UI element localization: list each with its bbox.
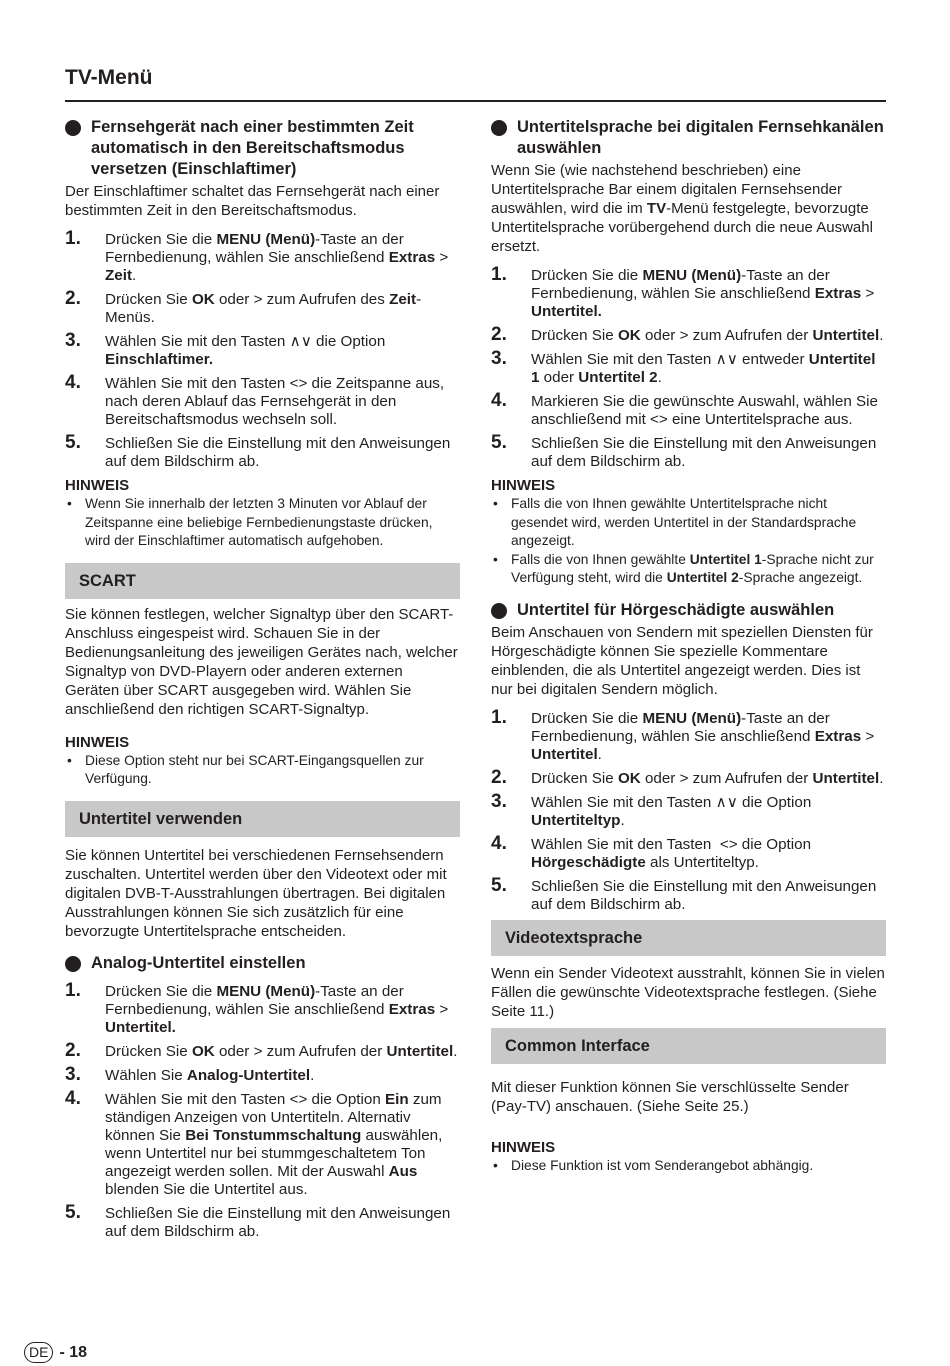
step-text: Drücken Sie die MENU (Menü)-Taste an der Fernbedienung, wählen Sie anschließend Extras > Zeit.	[105, 231, 449, 284]
step-number: 3.	[65, 1063, 81, 1085]
step-number: 1.	[491, 706, 507, 728]
subtitles-text: Sie können Untertitel bei verschiedenen Fernsehsendern zuschalten. Untertitel werden über den Videotext oder mit digitalen DVB-T-Ausstrahlungen übertragen. Bei digitalen Ausstrahlungen können Sie sich zusätzlich für eine bevorzugte Untertitelsprache entscheiden.	[65, 846, 447, 940]
step-number: 1.	[491, 264, 507, 285]
sleep-timer-notes	[65, 495, 460, 551]
note-item	[65, 752, 460, 789]
step-item	[491, 874, 886, 914]
step-number: 4.	[491, 832, 507, 854]
step-item	[491, 832, 886, 872]
step-text: Schließen Sie die Einstellung mit den Anweisungen auf dem Bildschirm ab.	[105, 435, 451, 470]
bullet-icon: •	[493, 551, 498, 567]
sleep-timer-intro: Der Einschlaftimer schaltet das Fernsehgerät nach einer bestimmten Zeit in den Bereitschaftsmodus.	[65, 183, 440, 219]
left-column	[65, 117, 460, 1247]
step-text: Drücken Sie die MENU (Menü)-Taste an der Fernbedienung, wählen Sie anschließend Extras > Untertitel.	[531, 709, 875, 763]
step-number: 4.	[491, 390, 507, 411]
step-item	[491, 790, 886, 830]
step-item	[491, 432, 886, 471]
note-text: Falls die von Ihnen gewählte Untertitel 1-Sprache nicht zur Verfügung steht, wird die Untertitel 2-Sprache angezeigt.	[511, 551, 874, 585]
step-number: 1.	[65, 979, 81, 1001]
section-bar-common-interface: Common Interface	[491, 1028, 886, 1064]
common-interface-notes	[491, 1157, 886, 1176]
step-item	[65, 228, 460, 285]
section-bar-subtitles: Untertitel verwenden	[65, 801, 460, 837]
step-number: 3.	[491, 790, 507, 812]
scart-text: Sie können festlegen, welcher Signaltyp über den SCART-Anschluss eingespeist wird. Schauen Sie in der Bedienungsanleitung des jeweiligen Gerätes nach, welcher Signaltyp von DVD-Playern oder anderen externen Geräten über SCART ausgegeben wird. Wählen Sie anschließend den richtigen SCART-Signaltyp.	[65, 605, 458, 718]
step-item	[65, 1063, 460, 1085]
hearing-impaired-intro: Beim Anschauen von Sendern mit speziellen Diensten für Hörgeschädigte können Sie spezielle Kommentare einblenden, die als Untertitel angezeigt werden. Dies ist nur bei digitalen Sendern möglich.	[491, 623, 873, 698]
step-item	[65, 1039, 460, 1061]
note-text: Wenn Sie innerhalb der letzten 3 Minuten vor Ablauf der Zeitspanne eine beliebige Fernbedienungstaste drücken, wird der Einschlaftimer automatisch aufgehoben.	[85, 496, 433, 548]
step-number: 3.	[65, 330, 81, 351]
analog-subtitles-heading: Analog-Untertitel einstellen	[65, 953, 460, 974]
step-item	[491, 348, 886, 387]
digital-subtitles-notes	[491, 495, 886, 588]
step-number: 4.	[65, 372, 81, 393]
sleep-timer-heading: Fernsehgerät nach einer bestimmten Zeit automatisch in den Bereitschaftsmodus versetzen (Einschlaftimer)	[65, 117, 460, 180]
step-number: 4.	[65, 1087, 81, 1109]
note-text: Diese Funktion ist vom Senderangebot abhängig.	[511, 1157, 814, 1173]
bullet-dot-icon	[65, 120, 81, 136]
note-item	[491, 1157, 886, 1176]
step-item	[65, 288, 460, 327]
scart-notes	[65, 752, 460, 789]
analog-subtitles-steps	[65, 979, 460, 1241]
teletext-text: Wenn ein Sender Videotext ausstrahlt, können Sie in vielen Fällen die gewünschte Videotextsprache festlegen. (Siehe Seite 11.)	[491, 964, 885, 1020]
step-item	[65, 372, 460, 429]
note-text: Diese Option steht nur bei SCART-Eingangsquellen zur Verfügung.	[85, 752, 424, 786]
section-bar-scart: SCART	[65, 563, 460, 599]
step-text: Wählen Sie mit den Tasten ∧∨ die Option Einschlaftimer.	[105, 333, 386, 368]
step-text: Schließen Sie die Einstellung mit den Anweisungen auf dem Bildschirm ab.	[531, 877, 877, 913]
hearing-impaired-heading: Untertitel für Hörgeschädigte auswählen	[491, 600, 886, 621]
step-text: Wählen Sie Analog-Untertitel.	[105, 1066, 315, 1084]
note-title: HINWEIS	[65, 733, 130, 751]
step-number: 2.	[65, 1039, 81, 1061]
bullet-dot-icon	[491, 603, 507, 619]
step-item	[491, 766, 886, 788]
digital-subtitles-steps	[491, 264, 886, 471]
step-text: Drücken Sie OK oder > zum Aufrufen der Untertitel.	[531, 327, 884, 344]
step-text: Drücken Sie die MENU (Menü)-Taste an der Fernbedienung, wählen Sie anschließend Extras > Untertitel.	[105, 982, 449, 1036]
step-number: 2.	[491, 766, 507, 788]
step-number: 3.	[491, 348, 507, 369]
step-number: 5.	[65, 432, 81, 453]
section-bar-teletext: Videotextsprache	[491, 920, 886, 956]
step-number: 1.	[65, 228, 81, 249]
sleep-timer-steps	[65, 228, 460, 471]
step-item	[491, 390, 886, 429]
note-title: HINWEIS	[65, 477, 130, 494]
digital-subtitles-heading: Untertitelsprache bei digitalen Fernsehkanälen auswählen	[491, 117, 886, 159]
bullet-dot-icon	[491, 120, 507, 136]
step-number: 5.	[65, 1201, 81, 1223]
step-text: Drücken Sie OK oder > zum Aufrufen des Zeit-Menüs.	[105, 291, 422, 326]
step-text: Wählen Sie mit den Tasten <> die Zeitspanne aus, nach deren Ablauf das Fernsehgerät in den Bereitschaftsmodus wechseln soll.	[105, 375, 445, 428]
step-text: Schließen Sie die Einstellung mit den Anweisungen auf dem Bildschirm ab.	[531, 435, 877, 470]
step-text: Wählen Sie mit den Tasten <> die Option Ein zum ständigen Anzeigen von Untertiteln. Alternativ können Sie Bei Tonstummschaltung auswählen, wenn Untertitel nur bei stummgeschaltetem Ton angezeigt werden sollen. Mit der Auswahl Aus blenden Sie die Untertitel aus.	[105, 1090, 443, 1198]
step-text: Drücken Sie die MENU (Menü)-Taste an der Fernbedienung, wählen Sie anschließend Extras > Untertitel.	[531, 267, 875, 320]
step-text: Wählen Sie mit den Tasten ∧∨ die Option Untertiteltyp.	[531, 793, 812, 829]
step-text: Markieren Sie die gewünschte Auswahl, wählen Sie anschließend mit <> eine Untertitelsprache aus.	[531, 393, 878, 428]
note-item	[65, 495, 460, 551]
title-divider	[65, 100, 886, 102]
step-number: 5.	[491, 874, 507, 896]
step-item	[491, 324, 886, 345]
step-item	[491, 264, 886, 321]
step-item	[65, 979, 460, 1037]
step-text: Wählen Sie mit den Tasten ∧∨ entweder Untertitel 1 oder Untertitel 2.	[531, 351, 876, 386]
step-text: Drücken Sie OK oder > zum Aufrufen der Untertitel.	[531, 769, 884, 787]
step-number: 2.	[491, 324, 507, 345]
bullet-icon: •	[493, 1157, 498, 1173]
step-text: Schließen Sie die Einstellung mit den Anweisungen auf dem Bildschirm ab.	[105, 1204, 451, 1240]
step-item	[65, 1201, 460, 1241]
step-item	[65, 432, 460, 471]
note-title: HINWEIS	[491, 477, 556, 494]
step-number: 2.	[65, 288, 81, 309]
step-number: 5.	[491, 432, 507, 453]
hearing-impaired-steps	[491, 706, 886, 914]
step-item	[65, 330, 460, 369]
common-interface-text: Mit dieser Funktion können Sie verschlüsselte Sender (Pay-TV) anschauen. (Siehe Seite 25.)	[491, 1078, 849, 1115]
step-item	[491, 706, 886, 764]
bullet-dot-icon	[65, 956, 81, 972]
step-text: Wählen Sie mit den Tasten <> die Option Hörgeschädigte als Untertiteltyp.	[531, 835, 812, 871]
digital-subtitles-intro: Wenn Sie (wie nachstehend beschrieben) eine Untertitelsprache Bar einem digitalen Fernsehsender auswählen, wird die im TV-Menü festgelegte, bevorzugte Untertitelsprache vorübergehend durch die neue Auswahl ersetzt.	[491, 162, 873, 255]
page-footer	[24, 1342, 87, 1363]
language-badge: DE	[24, 1342, 53, 1363]
right-column	[491, 117, 886, 1175]
bullet-icon: •	[67, 496, 72, 511]
page-number: - 18	[59, 1344, 88, 1361]
bullet-icon: •	[67, 752, 72, 768]
note-title: HINWEIS	[491, 1138, 556, 1156]
note-item	[491, 551, 886, 588]
note-item	[491, 495, 886, 551]
step-item	[65, 1087, 460, 1199]
note-text: Falls die von Ihnen gewählte Untertitelsprache nicht gesendet wird, werden Untertitel in der Standardsprache angezeigt.	[511, 496, 857, 548]
step-text: Drücken Sie OK oder > zum Aufrufen der Untertitel.	[105, 1042, 458, 1060]
bullet-icon: •	[493, 496, 498, 511]
page-title: TV-Menü	[65, 66, 153, 89]
